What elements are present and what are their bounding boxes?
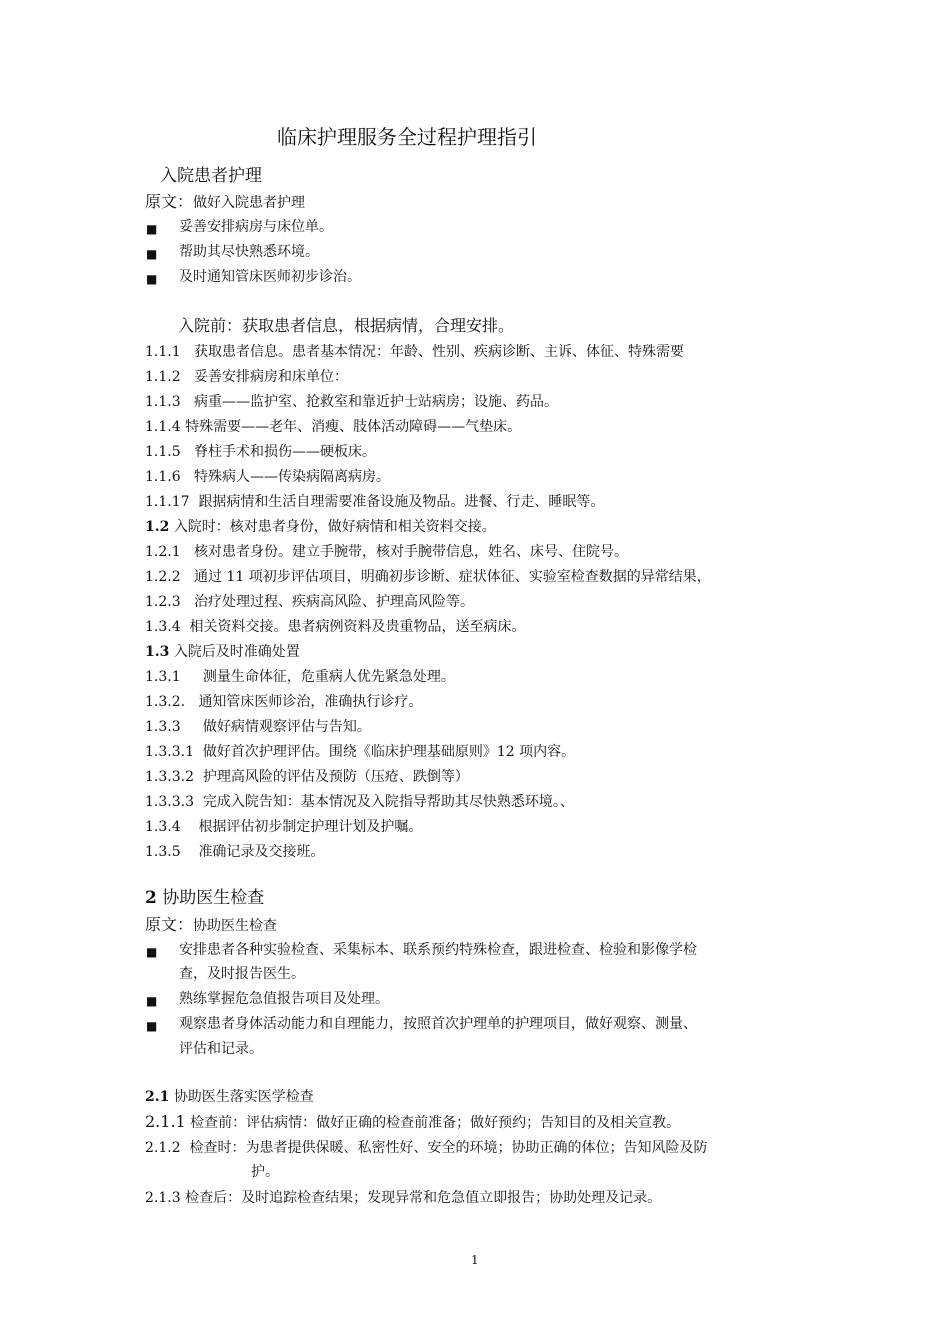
- list-item: [145, 368, 348, 386]
- list-item: [145, 843, 324, 861]
- subsection-number: 1.2: [145, 519, 170, 535]
- list-item: [145, 618, 526, 636]
- subsection-heading: [145, 518, 496, 536]
- item-text: 脊柱手术和损伤——硬板床。: [193, 444, 376, 460]
- item-text: 通知管床医师诊治，准确执行诊疗。: [198, 694, 423, 710]
- list-item: [145, 493, 604, 511]
- item-text: 获取患者信息。患者基本情况：年龄、性别、疾病诊断、主诉、体征、特殊需要: [193, 344, 684, 360]
- list-item: [145, 793, 574, 811]
- list-item: [145, 743, 575, 761]
- subsection-text: 协助医生落实医学检查: [173, 1089, 314, 1105]
- item-number: 1.3.4: [145, 819, 181, 835]
- item-number: 1.1.5: [145, 444, 181, 460]
- item-number: 2.1.2: [145, 1140, 181, 1156]
- list-item: [145, 468, 390, 486]
- item-number: 1.2.1: [145, 544, 181, 560]
- list-item: [145, 768, 469, 786]
- item-text: 根据评估初步制定护理计划及护嘱。: [198, 819, 423, 835]
- square-bullet-icon: ■: [146, 247, 158, 261]
- item-number: 1.1.3: [145, 394, 181, 410]
- item-text: 做好首次护理评估。围绕《临床护理基础原则》12 项内容。: [202, 744, 576, 760]
- list-item: [145, 593, 474, 611]
- item-text: 特殊需要——老年、消瘦、肢体活动障碍——气垫床。: [185, 419, 522, 435]
- list-item: [145, 718, 371, 736]
- original-text: 做好入院患者护理: [193, 195, 306, 211]
- list-item: [145, 1189, 661, 1207]
- subsection-heading: [145, 1088, 314, 1106]
- item-number: 1.3.3.1: [145, 744, 194, 760]
- item-number: 1.1.17: [145, 494, 190, 510]
- square-bullet-icon: ■: [146, 1019, 158, 1033]
- original-label: 原文：: [145, 915, 194, 934]
- section-heading-text: 协助医生检查: [162, 888, 265, 908]
- list-item: [145, 568, 711, 586]
- subsection-heading: [145, 643, 300, 661]
- list-item: [145, 543, 628, 561]
- item-text: 病重——监护室、抢救室和靠近护士站病房；设施、药品。: [193, 394, 558, 410]
- item-number: 1.3.5: [145, 844, 181, 860]
- list-item: [145, 393, 558, 411]
- item-text: 检查前：评估病情：做好正确的检查前准备；做好预约；告知目的及相关宣教。: [190, 1115, 681, 1131]
- bullet-item: 安排患者各种实验检查、采集标本、联系预约特殊检查，跟进检查、检验和影像学检: [179, 942, 697, 958]
- page-title: 临床护理服务全过程护理指引: [277, 125, 537, 149]
- square-bullet-icon: ■: [146, 994, 158, 1008]
- bullet-item: 妥善安排病房与床位单。: [179, 219, 333, 235]
- item-text: 检查后：及时追踪检查结果；发现异常和危急值立即报告；协助处理及记录。: [185, 1190, 662, 1206]
- list-item: [145, 668, 455, 686]
- bullet-item-continuation: 查，及时报告医生。: [179, 966, 305, 982]
- list-item: [145, 1139, 708, 1157]
- square-bullet-icon: ■: [146, 945, 158, 959]
- item-text: 护理高风险的评估及预防（压疮、跌倒等）: [202, 769, 469, 785]
- original-text: 协助医生检查: [193, 918, 278, 934]
- bullet-item: 帮助其尽快熟悉环境。: [179, 244, 319, 260]
- item-number: 1.3.3: [145, 719, 181, 735]
- list-item: [145, 818, 422, 836]
- page-number: 1: [471, 1253, 479, 1267]
- item-text: 准确记录及交接班。: [198, 844, 325, 860]
- item-text: 跟据病情和生活自理需要准备设施及物品。进餐、行走、睡眠等。: [198, 494, 605, 510]
- item-number: 1.1.1: [145, 344, 181, 360]
- item-number: 1.3.3.3: [145, 794, 194, 810]
- item-number: 1.2.2: [145, 569, 181, 585]
- item-text: 测量生命体征，危重病人优先紧急处理。: [202, 669, 455, 685]
- item-number: 1.3.3.2: [145, 769, 194, 785]
- item-text: 治疗处理过程、疾病高风险、护理高风险等。: [193, 594, 474, 610]
- pre-admission-heading: 入院前：获取患者信息，根据病情，合理安排。: [178, 316, 515, 335]
- item-text: 妥善安排病房和床单位：: [193, 369, 348, 385]
- item-number: 1.1.4: [145, 419, 181, 435]
- list-item: [145, 693, 422, 711]
- bullet-item: 观察患者身体活动能力和自理能力，按照首次护理单的护理项目，做好观察、测量、: [179, 1016, 697, 1032]
- list-item-continuation: 护。: [251, 1164, 279, 1180]
- item-number: 1.1.2: [145, 369, 181, 385]
- subsection-number: 1.3: [145, 644, 170, 660]
- item-number: 1.1.6: [145, 469, 181, 485]
- subsection-number: 2.1: [145, 1089, 170, 1105]
- section-number: 2: [145, 888, 157, 908]
- section-heading: 入院患者护理: [160, 166, 262, 186]
- item-number: 2.1.3: [145, 1190, 181, 1206]
- subsection-text: 入院后及时准确处置: [173, 644, 300, 660]
- item-number: 2.1.1: [145, 1112, 186, 1131]
- subsection-text: 入院时：核对患者身份，做好病情和相关资料交接。: [173, 519, 496, 535]
- bullet-item-continuation: 评估和记录。: [179, 1041, 263, 1057]
- square-bullet-icon: ■: [146, 222, 158, 236]
- item-number: 1.3.4: [145, 619, 181, 635]
- item-text: 相关资料交接。患者病例资料及贵重物品，送至病床。: [189, 619, 526, 635]
- item-text: 特殊病人——传染病隔离病房。: [193, 469, 390, 485]
- item-number: 1.3.2.: [145, 694, 186, 710]
- item-text: 通过 11 项初步评估项目，明确初步诊断、症状体征、实验室检查数据的异常结果，: [193, 569, 711, 585]
- original-text-line: [145, 915, 277, 935]
- list-item: [145, 1112, 680, 1132]
- item-text: 完成入院告知：基本情况及入院指导帮助其尽快熟悉环境。、: [202, 794, 574, 810]
- bullet-item: 熟练掌握危急值报告项目及处理。: [179, 991, 389, 1007]
- list-item: [145, 343, 684, 361]
- list-item: [145, 443, 376, 461]
- list-item: [145, 418, 521, 436]
- bullet-item: 及时通知管床医师初步诊治。: [179, 269, 361, 285]
- item-text: 核对患者身份。建立手腕带，核对手腕带信息，姓名、床号、住院号。: [193, 544, 628, 560]
- item-number: 1.3.1: [145, 669, 181, 685]
- item-text: 做好病情观察评估与告知。: [202, 719, 371, 735]
- item-text: 检查时：为患者提供保暖、私密性好、安全的环境；协助正确的体位；告知风险及防: [189, 1140, 708, 1156]
- section-heading: [145, 887, 264, 909]
- original-label: 原文：: [145, 192, 194, 211]
- original-text-line: [145, 192, 305, 212]
- item-number: 1.2.3: [145, 594, 181, 610]
- square-bullet-icon: ■: [146, 272, 158, 286]
